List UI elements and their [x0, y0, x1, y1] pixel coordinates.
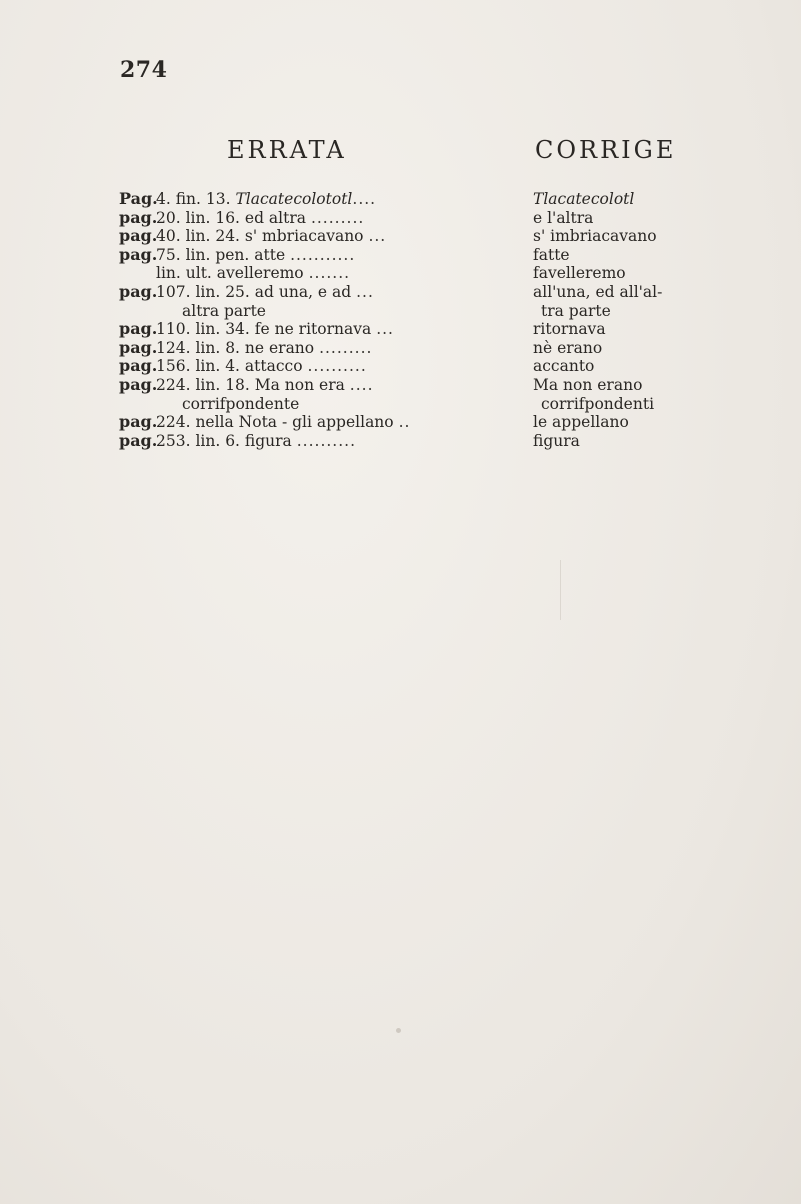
correction-text: all'una, ed all'al- [533, 282, 663, 301]
errata-row [119, 339, 719, 358]
errata-row [119, 246, 719, 265]
error-entry: 75. lin. pen. atte [156, 245, 286, 264]
errata-heading: ERRATA [227, 136, 347, 164]
errata-row [119, 302, 719, 321]
page-ref-label: pag. [119, 226, 158, 246]
page-ref-label: pag. [119, 374, 158, 394]
paper-blemish [560, 560, 561, 620]
page-ref-label: Pag. [119, 189, 158, 208]
page-ref-label: pag. [119, 207, 158, 227]
page-ref-label: pag. [119, 337, 158, 357]
error-text [156, 190, 584, 209]
correction-text: Tlacatecolotl [533, 190, 635, 208]
errata-row [119, 395, 719, 414]
dot-leader: .......... [296, 431, 357, 450]
error-entry: 110. lin. 34. fe ne ritornava [156, 320, 372, 339]
dot-leader: ......... [310, 208, 365, 227]
page-ref-label: pag. [119, 244, 158, 264]
correction-text: figura [533, 431, 580, 450]
error-entry: 253. lin. 6. figura [156, 431, 292, 450]
correction-text: favelleremo [533, 264, 626, 283]
dot-leader: .. [398, 413, 411, 432]
error-location: 4. fin. 13. [156, 190, 236, 208]
correction-text: s' imbriacavano [533, 227, 657, 246]
errata-row [119, 357, 719, 376]
error-entry: Tlacatecolototl [235, 190, 353, 208]
page-number: 274 [120, 57, 168, 83]
corrige-heading: CORRIGE [535, 136, 677, 164]
page-ref-label: pag. [119, 281, 158, 301]
paper-blemish [396, 1028, 401, 1033]
error-entry: 224. nella Nota - gli appellano [156, 413, 394, 432]
dot-leader: .... [349, 375, 374, 394]
error-text [156, 432, 584, 451]
page-ref-label: pag. [119, 319, 158, 339]
error-continuation: corrifpondente [182, 394, 300, 413]
dot-leader: ... [356, 282, 374, 301]
errata-row [119, 264, 719, 283]
dot-leader: .... [352, 190, 377, 208]
error-text [156, 413, 584, 432]
dot-leader: .......... [307, 357, 367, 376]
error-entry: 124. lin. 8. ne erano [156, 338, 315, 357]
error-text [156, 339, 584, 358]
error-text [156, 246, 584, 265]
error-text [156, 227, 584, 246]
errata-row [119, 283, 719, 302]
error-text [156, 357, 584, 376]
page-ref-label: pag. [119, 356, 158, 376]
error-continuation: altra parte [182, 301, 266, 320]
error-entry: 156. lin. 4. attacco [156, 357, 303, 376]
error-entry: 40. lin. 24. s' mbriacavano [156, 227, 364, 246]
errata-table [119, 190, 719, 450]
correction-text: le appellano [533, 413, 629, 432]
dot-leader: ....... [308, 264, 351, 283]
error-text [156, 264, 584, 283]
error-text [156, 320, 584, 339]
error-entry: lin. ult. avelleremo [156, 264, 304, 283]
page-ref-label: pag. [119, 430, 158, 450]
correction-text: accanto [533, 357, 595, 376]
errata-row [119, 432, 719, 451]
error-text [156, 376, 584, 395]
errata-row [119, 376, 719, 395]
dot-leader: ... [376, 320, 394, 339]
error-entry: 20. lin. 16. ed altra [156, 208, 307, 227]
dot-leader: ........... [290, 245, 356, 264]
correction-continuation: corrifpondenti [541, 394, 655, 413]
correction-text: nè erano [533, 338, 603, 357]
error-entry: 224. lin. 18. Ma non era [156, 375, 345, 394]
page-ref-label: pag. [119, 412, 158, 432]
correction-text: Ma non erano [533, 375, 643, 394]
correction-text: e l'altra [533, 208, 594, 227]
errata-row [119, 320, 719, 339]
errata-row [119, 190, 719, 209]
errata-row [119, 209, 719, 228]
error-entry: 107. lin. 25. ad una, e ad [156, 282, 352, 301]
dot-leader: ... [368, 227, 387, 246]
error-text [156, 283, 584, 302]
errata-row [119, 227, 719, 246]
correction-text: fatte [533, 245, 570, 264]
correction-text: ritornava [533, 320, 606, 339]
errata-row [119, 413, 719, 432]
error-text [156, 209, 584, 228]
correction-continuation: tra parte [541, 301, 611, 320]
dot-leader: ......... [319, 338, 373, 357]
